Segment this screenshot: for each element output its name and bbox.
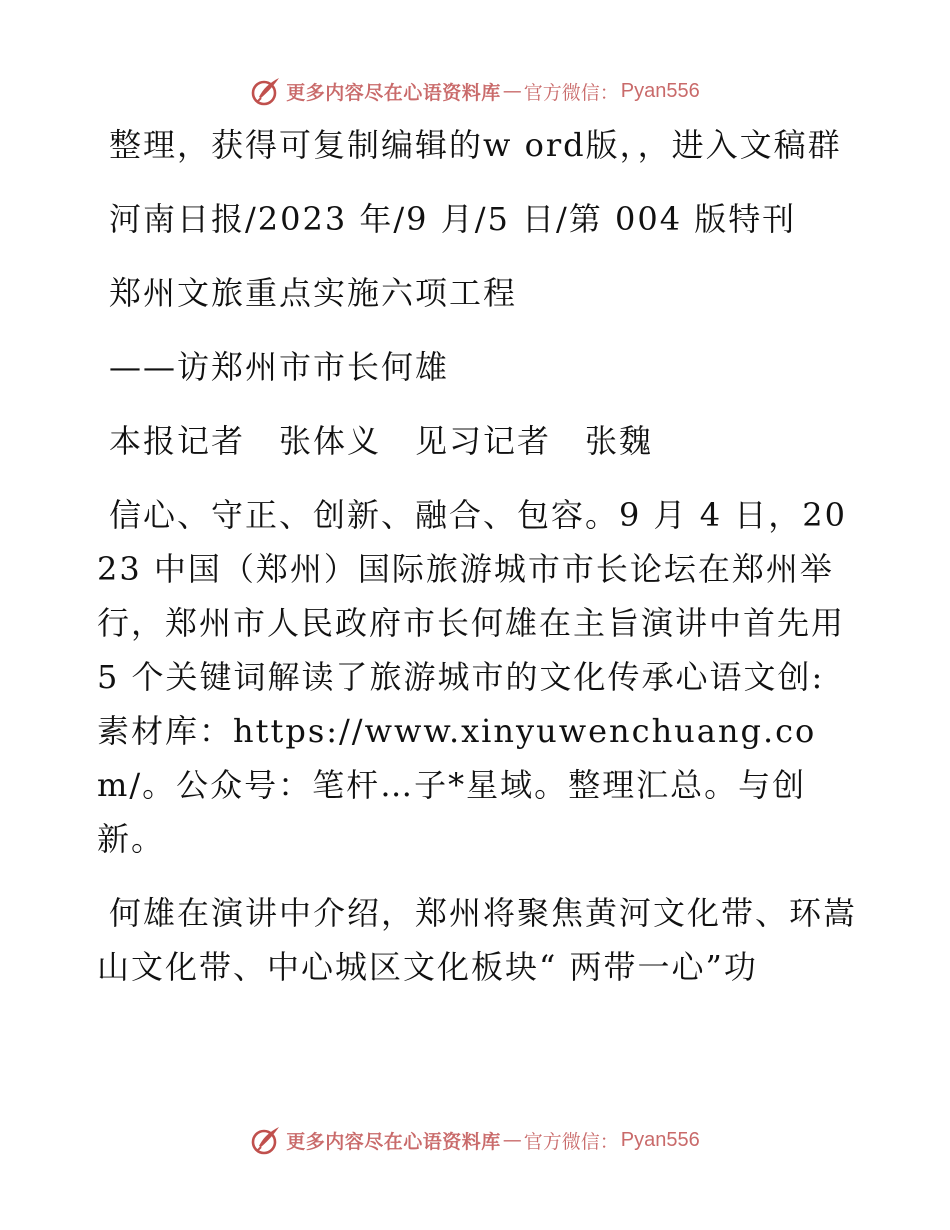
article-title: 郑州文旅重点实施六项工程 — [109, 274, 518, 312]
article-subtitle: ——访郑州市市长何雄 — [109, 348, 450, 386]
header-banner — [0, 71, 950, 111]
banner-wechat-label: 官方微信： — [523, 1130, 619, 1153]
paragraph-intro: 整理，获得可复制编辑的w ord版，，进入文稿群 — [109, 126, 842, 164]
document-body — [97, 118, 857, 1014]
paragraph-source: 河南日报/2023 年/9 月/5 日/第 004 版特刊 — [109, 200, 797, 238]
article-byline: 本报记者 张体义 见习记者 张魏 — [109, 422, 654, 460]
banner-wechat-id: Pyan556 — [620, 1128, 700, 1151]
banner-tagline: 更多内容尽在心语资料库 — [286, 1130, 501, 1153]
quill-logo-icon — [250, 75, 282, 107]
banner-dash: — — [502, 1129, 522, 1151]
paragraph-body-1: 信心、守正、创新、融合、包容。9 月 4 日，2023 中国（郑州）国际旅游城市市长论坛在郑州举行，郑州市人民政府市长何雄在主旨演讲中首先用 5 个关键词解读了旅游城市的文化传承心语文创:素材库：https://www.xinyuwenchuang.com/。公众号：笔杆…子*星域。整理汇总。与创新。 — [97, 496, 847, 858]
banner-dash: — — [502, 80, 522, 102]
banner-wechat-label: 官方微信： — [523, 81, 619, 104]
footer-banner — [0, 1120, 950, 1160]
paragraph-body-2: 何雄在演讲中介绍，郑州将聚焦黄河文化带、环嵩山文化带、中心城区文化板块“ 两带一心”功 — [97, 894, 858, 986]
banner-wechat-id: Pyan556 — [620, 79, 700, 102]
banner-tagline: 更多内容尽在心语资料库 — [286, 81, 501, 104]
quill-logo-icon — [250, 1124, 282, 1156]
